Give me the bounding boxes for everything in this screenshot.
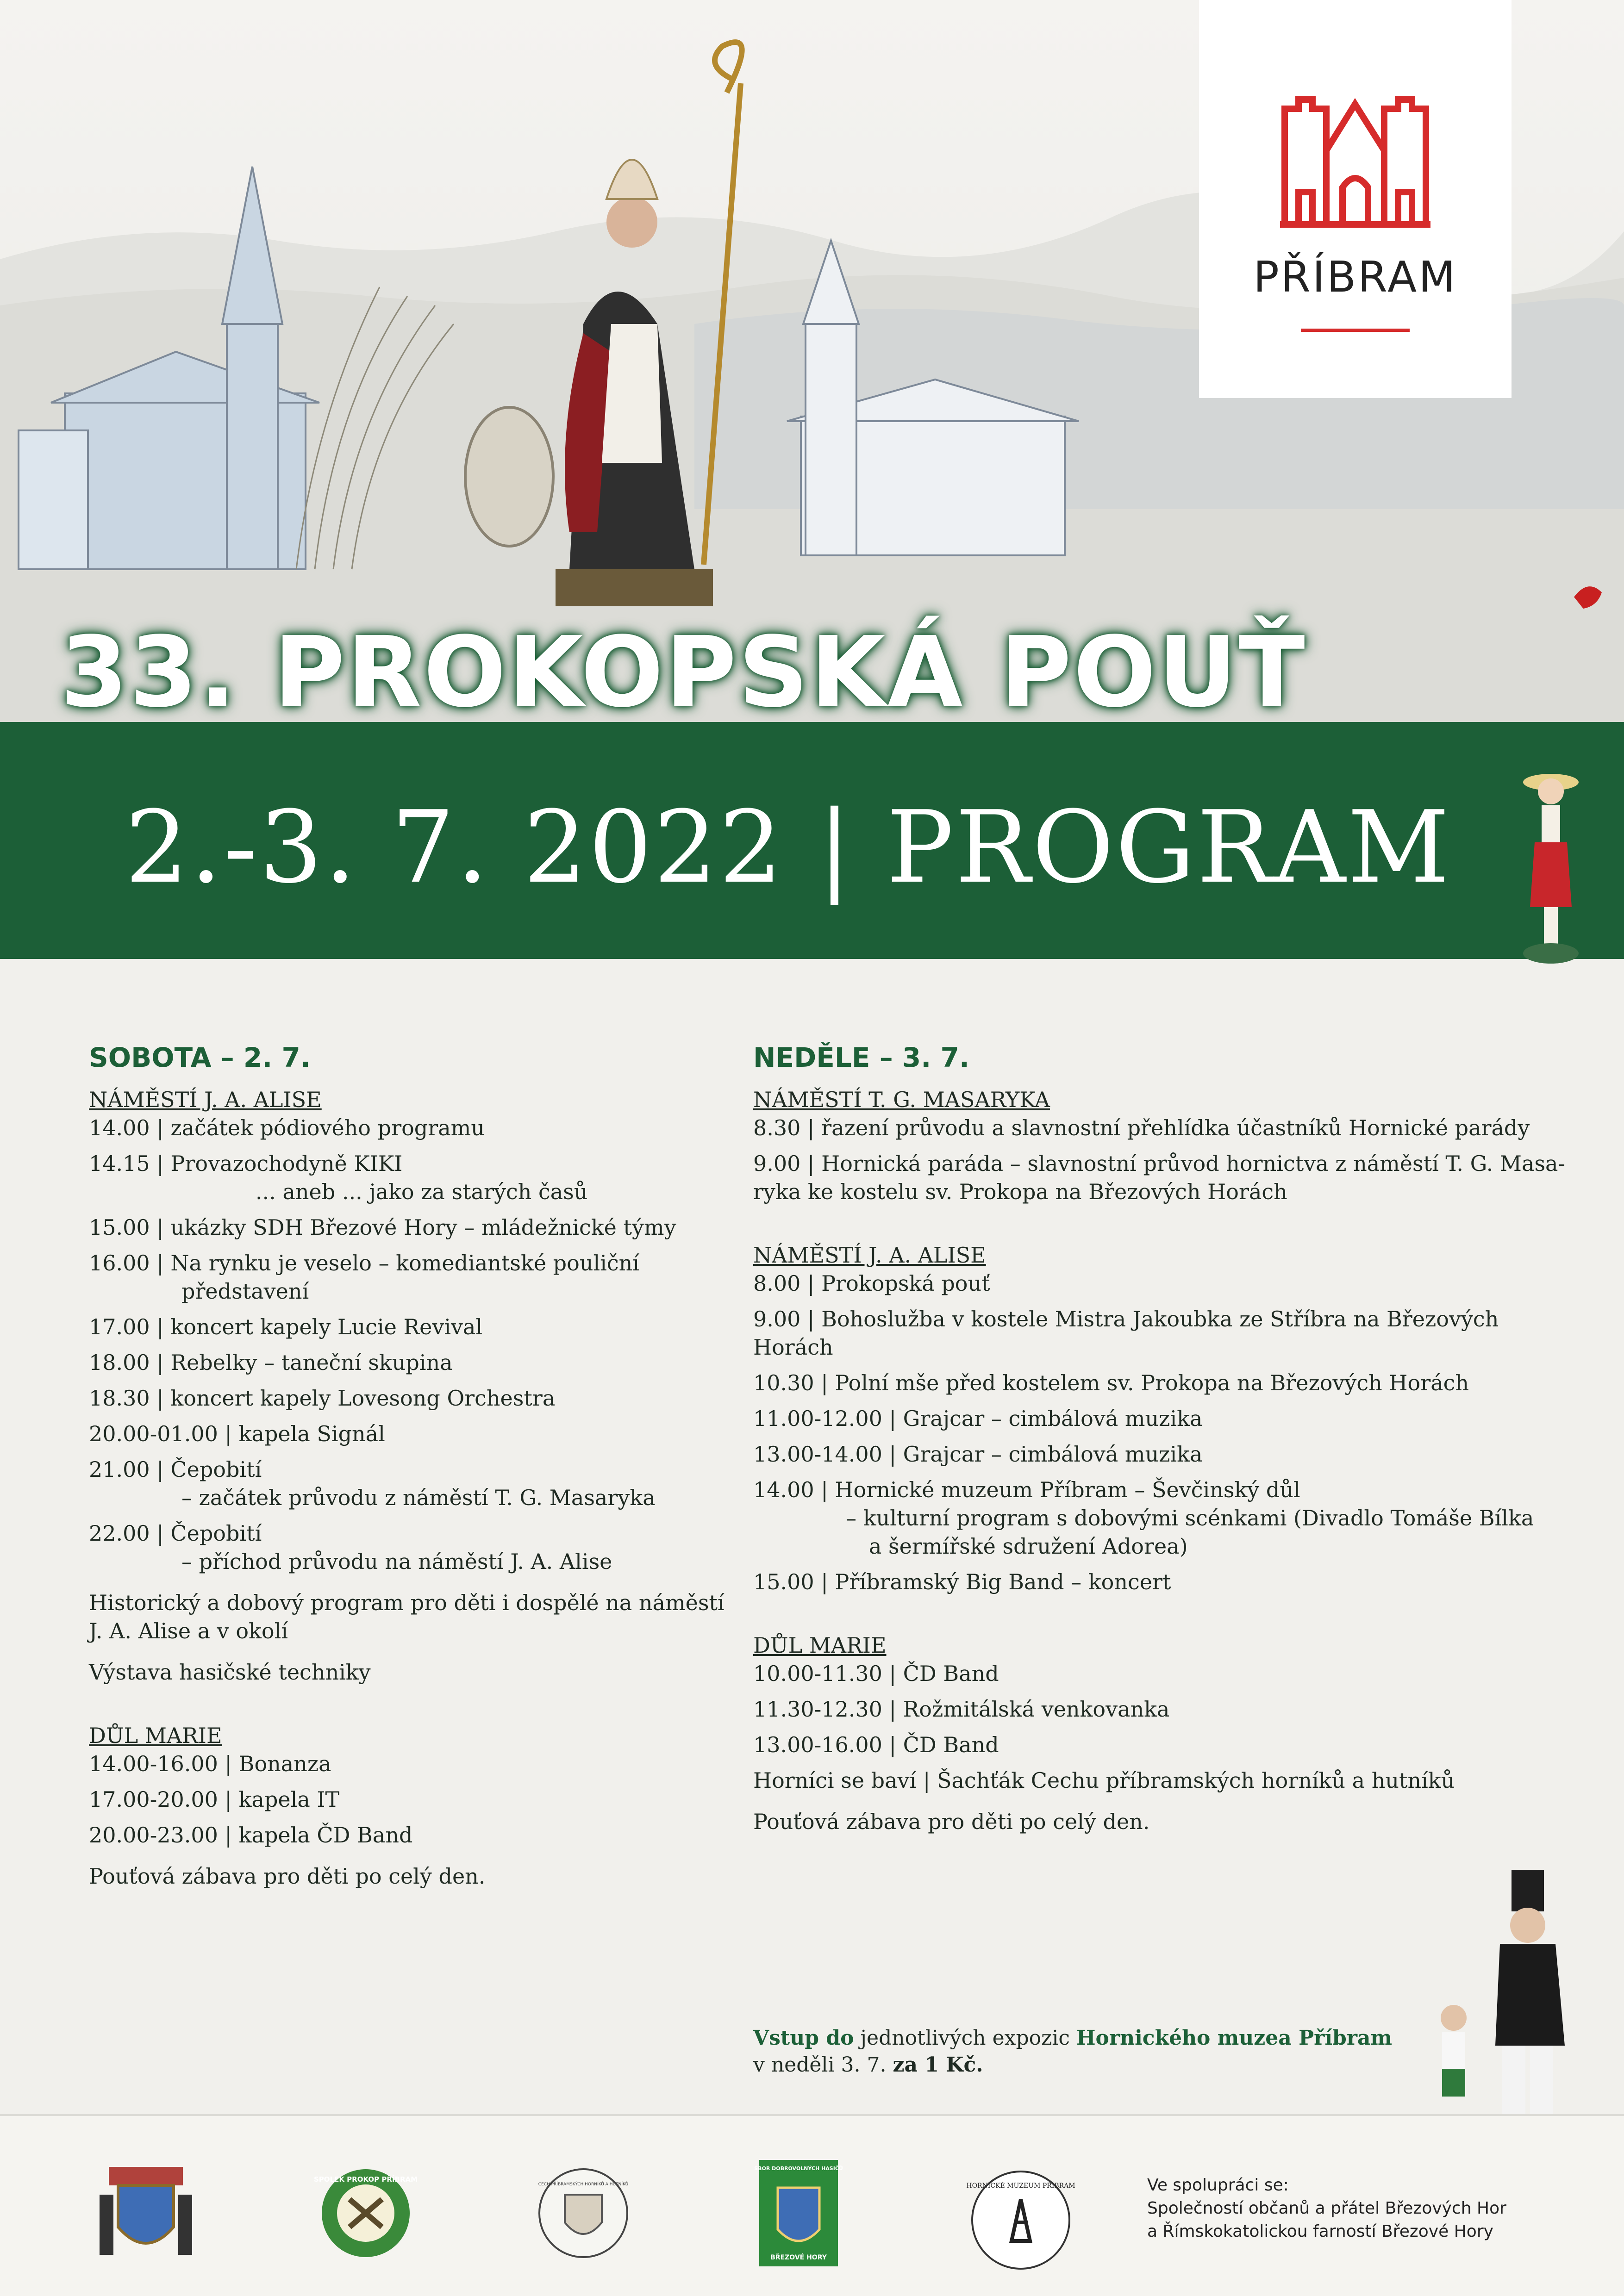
program-item: 20.00-23.00 | kapela ČD Band bbox=[89, 1823, 413, 1848]
sdh-icon bbox=[754, 2160, 843, 2266]
miner-illustration bbox=[1426, 1870, 1583, 2129]
program-item-text: 16.00 | Na rynku je veselo – komediantské pouliční bbox=[89, 1251, 639, 1276]
location-heading: DŮL MARIE bbox=[89, 1723, 222, 1748]
entry-text-bold: za 1 Kč. bbox=[893, 2053, 983, 2077]
cooperation-partner: a Římskokatolickou farností Březové Hory bbox=[1147, 2222, 1493, 2241]
program-item-text: 22.00 | Čepobití bbox=[89, 1521, 262, 1546]
program-item-text: 14.00 | Hornické muzeum Příbram – Ševčinský důl bbox=[753, 1477, 1300, 1502]
spolek-prokop-text: SPOLEK PROKOP PŘÍBRAM bbox=[313, 2175, 418, 2184]
muzeum-icon bbox=[968, 2167, 1074, 2273]
location-heading: DŮL MARIE bbox=[753, 1633, 887, 1658]
entry-note bbox=[753, 2025, 1448, 2078]
program-item: 17.00-20.00 | kapela IT bbox=[89, 1787, 340, 1812]
program-item: 8.00 | Prokopská pouť bbox=[753, 1271, 990, 1296]
portrait-medallion bbox=[465, 407, 553, 546]
cech-icon bbox=[537, 2167, 630, 2259]
day-heading: SOBOTA – 2. 7. bbox=[89, 1042, 311, 1073]
day-heading: NEDĚLE – 3. 7. bbox=[753, 1042, 969, 1073]
sdh-place-text: BŘEZOVÉ HORY bbox=[770, 2254, 827, 2261]
program-item: 17.00 | koncert kapely Lucie Revival bbox=[89, 1314, 483, 1339]
program-item: Horníci se baví | Šachťák Cechu příbramských horníků a hutníků bbox=[753, 1768, 1455, 1793]
program-note: Výstava hasičské techniky bbox=[89, 1660, 371, 1685]
muzeum-text: HORNICKÉ MUZEUM PŘÍBRAM bbox=[966, 2182, 1075, 2190]
program-item bbox=[89, 1456, 728, 1512]
program-item: 11.00-12.00 | Grajcar – cimbálová muzika bbox=[753, 1406, 1203, 1431]
logo-text: PŘÍBRAM bbox=[1253, 252, 1457, 302]
program-item-continuation: a šermířské sdružení Adorea) bbox=[869, 1534, 1188, 1559]
program-item: 14.00 | začátek pódiového programu bbox=[89, 1115, 485, 1140]
program-item: 10.00-11.30 | ČD Band bbox=[753, 1661, 999, 1686]
program-item: 13.00-16.00 | ČD Band bbox=[753, 1732, 999, 1757]
page-title: 33. PROKOPSKÁ POUŤ bbox=[60, 616, 1307, 729]
program-note: Pouťová zábava pro děti po celý den. bbox=[753, 1809, 1150, 1834]
program-item: 20.00-01.00 | kapela Signál bbox=[89, 1421, 385, 1446]
doll-icon bbox=[1518, 768, 1583, 977]
cooperation-label: Ve spolupráci se: bbox=[1147, 2176, 1289, 2195]
location-heading: NÁMĚSTÍ T. G. MASARYKA bbox=[753, 1087, 1050, 1112]
program-item: 10.30 | Polní mše před kostelem sv. Prokopa na Březových Horách bbox=[753, 1370, 1469, 1395]
program-item-text: 9.00 | Hornická paráda – slavnostní průvod hornictva z náměstí T. G. Masa- bbox=[753, 1151, 1566, 1176]
cooperation-note bbox=[1147, 2174, 1506, 2243]
cooperation-partner: Společností občanů a přátel Březových Hor bbox=[1147, 2199, 1506, 2218]
program-item-continuation: – kulturní program s dobovými scénkami (Divadlo Tomáše Bílka bbox=[846, 1506, 1534, 1531]
program-item: 18.00 | Rebelky – taneční skupina bbox=[89, 1350, 453, 1375]
saturday-program bbox=[89, 1044, 728, 1898]
program-item bbox=[753, 1150, 1568, 1206]
program-item-continuation: – začátek průvodu z náměstí T. G. Masaryka bbox=[181, 1485, 656, 1510]
program-note: Pouťová zábava pro děti po celý den. bbox=[89, 1864, 486, 1889]
program-item bbox=[89, 1249, 728, 1306]
spolek-prokop-icon bbox=[313, 2167, 418, 2259]
coat-of-arms-icon bbox=[100, 2167, 192, 2259]
page-subtitle: 2.-3. 7. 2022 | PROGRAM bbox=[125, 789, 1451, 905]
program-item: 15.00 | Příbramský Big Band – koncert bbox=[753, 1569, 1171, 1594]
program-item: 8.30 | řazení průvodu a slavnostní přehlídka účastníků Hornické parády bbox=[753, 1115, 1530, 1140]
entry-text-bold: Vstup do bbox=[753, 2026, 854, 2050]
program-item bbox=[89, 1519, 728, 1576]
program-item: 14.00-16.00 | Bonanza bbox=[89, 1751, 331, 1776]
logo-underline bbox=[1301, 329, 1410, 332]
pribram-logo bbox=[1199, 0, 1512, 398]
program-item-text: 14.15 | Provazochodyně KIKI bbox=[89, 1151, 403, 1176]
entry-text: jednotlivých expozic bbox=[854, 2026, 1076, 2050]
program-note: Historický a dobový program pro děti i dospělé na náměstí J. A. Alise a v okolí bbox=[89, 1590, 725, 1643]
location-heading: NÁMĚSTÍ J. A. ALISE bbox=[89, 1087, 322, 1112]
cech-text: CECH PŘÍBRAMSKÝCH HORNÍKŮ A HUTNÍKŮ bbox=[538, 2182, 629, 2187]
sdh-text: SBOR DOBROVOLNÝCH HASIČŮ bbox=[754, 2165, 843, 2172]
program-item bbox=[753, 1476, 1568, 1561]
program-item: 15.00 | ukázky SDH Březové Hory – mládežnické týmy bbox=[89, 1215, 676, 1240]
program-item-continuation: ryka ke kostelu sv. Prokopa na Březových Horách bbox=[753, 1179, 1287, 1204]
city-castle-icon bbox=[1280, 95, 1430, 229]
program-item-continuation: – příchod průvodu na náměstí J. A. Alise bbox=[181, 1549, 612, 1574]
program-item: 13.00-14.00 | Grajcar – cimbálová muzika bbox=[753, 1442, 1203, 1467]
program-item-continuation: představení bbox=[181, 1279, 309, 1304]
sunday-program bbox=[753, 1044, 1568, 1843]
program-item: 9.00 | Bohoslužba v kostele Mistra Jakoubka ze Stříbra na Březových Horách bbox=[753, 1307, 1499, 1360]
entry-text: v neděli 3. 7. bbox=[753, 2053, 893, 2077]
location-heading: NÁMĚSTÍ J. A. ALISE bbox=[753, 1243, 986, 1268]
program-item-text: 21.00 | Čepobití bbox=[89, 1457, 262, 1482]
entry-text-bold: Hornického muzea Příbram bbox=[1076, 2026, 1393, 2050]
footer-partners bbox=[0, 2116, 1624, 2296]
program-item: 18.30 | koncert kapely Lovesong Orchestra bbox=[89, 1386, 556, 1411]
program-item-continuation: ... aneb ... jako za starých časů bbox=[256, 1179, 588, 1204]
program-item bbox=[89, 1150, 728, 1206]
program-item: 11.30-12.30 | Rožmitálská venkovanka bbox=[753, 1697, 1170, 1722]
